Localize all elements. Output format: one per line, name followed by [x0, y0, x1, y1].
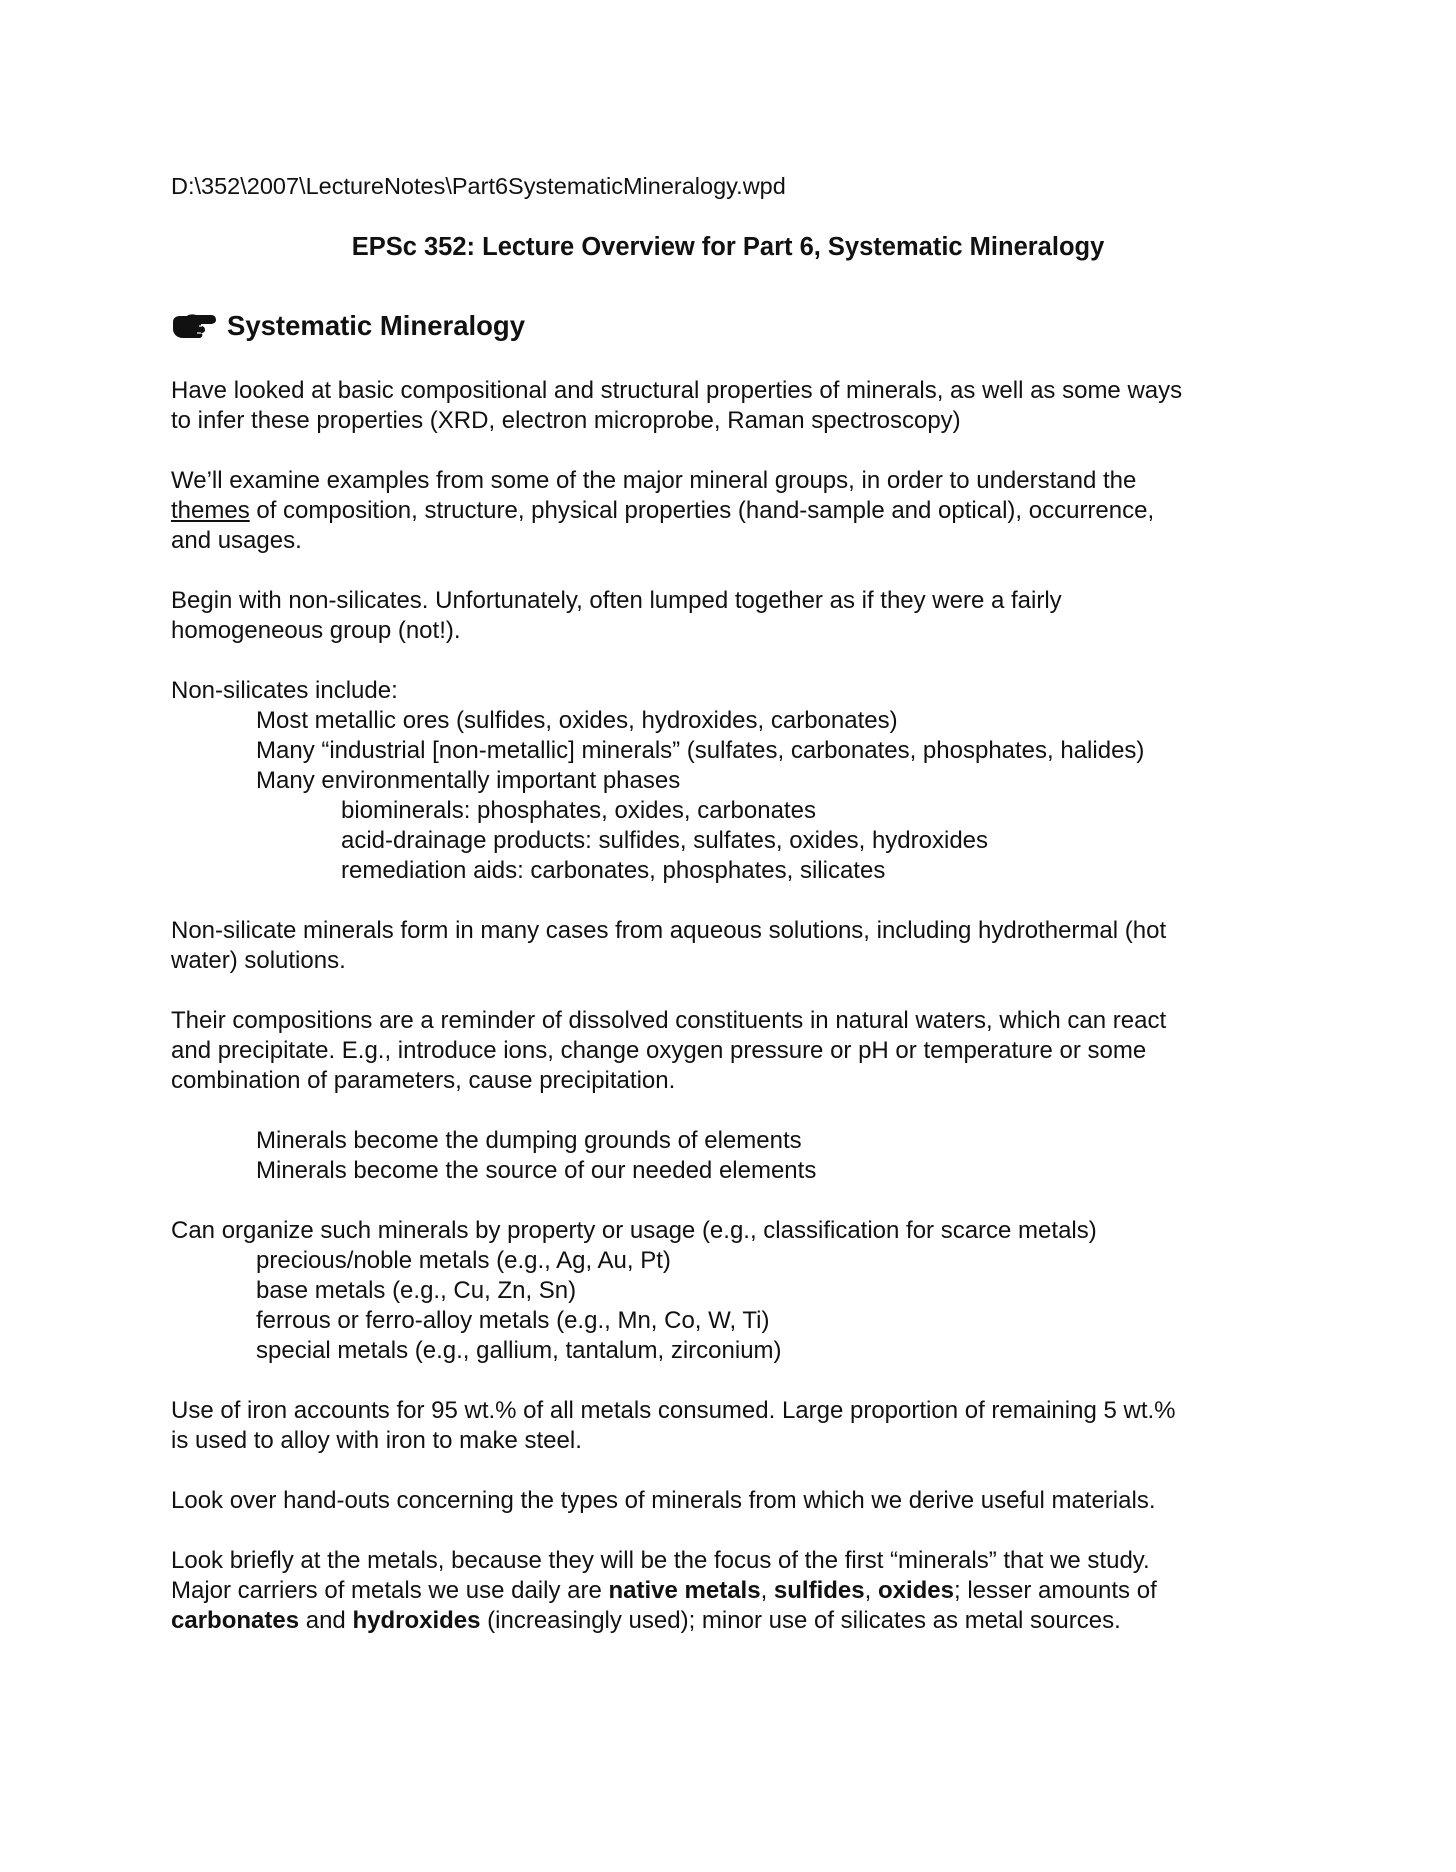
text-line: Have looked at basic compositional and structural properties of minerals, as well as some ways	[171, 377, 1183, 404]
pointing-hand-icon	[171, 312, 217, 340]
text-line: We’ll examine examples from some of the major mineral groups, in order to understand the	[171, 467, 1137, 494]
text-span: (increasingly used); minor use of silicates as metal sources.	[480, 1607, 1121, 1634]
text-line: Use of iron accounts for 95 wt.% of all metals consumed. Large proportion of remaining 5 wt.%	[171, 1397, 1176, 1424]
list-organize-minerals	[171, 1216, 1291, 1366]
list-non-silicates-include	[171, 676, 1291, 886]
text-span: ; lesser amounts of	[953, 1577, 1157, 1604]
document-body	[171, 376, 1291, 1666]
text-line	[171, 1606, 1291, 1636]
list-item: precious/noble metals (e.g., Ag, Au, Pt)	[256, 1247, 671, 1274]
paragraph-compositions	[171, 1006, 1291, 1096]
text-line: Begin with non-silicates. Unfortunately, often lumped together as if they were a fairly	[171, 587, 1062, 614]
text-span: ,	[864, 1577, 878, 1604]
list-heading: Can organize such minerals by property or usage (e.g., classification for scarce metals)	[171, 1217, 1097, 1244]
text-line: water) solutions.	[171, 947, 346, 974]
list-subitem: acid-drainage products: sulfides, sulfates, oxides, hydroxides	[341, 827, 989, 854]
paragraph-dumping-grounds	[171, 1126, 1291, 1186]
paragraph-aqueous-solutions	[171, 916, 1291, 976]
bold-term-native-metals: native metals	[608, 1577, 761, 1604]
text-line: Look briefly at the metals, because they will be the focus of the first “minerals” that we study.	[171, 1547, 1150, 1574]
text-span: Major carriers of metals we use daily are	[171, 1577, 609, 1604]
section-heading	[171, 306, 525, 346]
list-subitem: remediation aids: carbonates, phosphates, silicates	[341, 857, 886, 884]
paragraph-hand-outs	[171, 1486, 1291, 1516]
text-line: to infer these properties (XRD, electron microprobe, Raman spectroscopy)	[171, 407, 961, 434]
paragraph-metals	[171, 1546, 1291, 1636]
text-line: Their compositions are a reminder of dissolved constituents in natural waters, which can react	[171, 1007, 1167, 1034]
bold-term-oxides: oxides	[877, 1577, 954, 1604]
paragraph-mineral-groups	[171, 466, 1291, 556]
text-line	[171, 496, 1291, 526]
bold-term-sulfides: sulfides	[773, 1577, 865, 1604]
text-line: Minerals become the source of our needed elements	[256, 1157, 817, 1184]
list-item: Many “industrial [non-metallic] minerals” (sulfates, carbonates, phosphates, halides)	[256, 737, 1145, 764]
text-line: and usages.	[171, 527, 302, 554]
bold-term-carbonates: carbonates	[171, 1607, 300, 1634]
underlined-word-themes: themes	[171, 497, 250, 524]
text-line: combination of parameters, cause precipitation.	[171, 1067, 676, 1094]
list-item: special metals (e.g., gallium, tantalum, zirconium)	[256, 1337, 782, 1364]
text-line: is used to alloy with iron to make steel.	[171, 1427, 582, 1454]
text-line	[171, 1576, 1291, 1606]
list-item: base metals (e.g., Cu, Zn, Sn)	[256, 1277, 577, 1304]
list-item: ferrous or ferro-alloy metals (e.g., Mn, Co, W, Ti)	[256, 1307, 770, 1334]
text-line: and precipitate. E.g., introduce ions, change oxygen pressure or pH or temperature or some	[171, 1037, 1147, 1064]
paragraph-iron-usage	[171, 1396, 1291, 1456]
text-span: ,	[760, 1577, 774, 1604]
list-item: Many environmentally important phases	[256, 767, 681, 794]
text-line: homogeneous group (not!).	[171, 617, 461, 644]
page-title: EPSc 352: Lecture Overview for Part 6, Systematic Mineralogy	[351, 233, 1105, 261]
list-subitem: biominerals: phosphates, oxides, carbonates	[341, 797, 816, 824]
list-item: Most metallic ores (sulfides, oxides, hydroxides, carbonates)	[256, 707, 898, 734]
text-line: Non-silicate minerals form in many cases from aqueous solutions, including hydrothermal (hot	[171, 917, 1167, 944]
bold-term-hydroxides: hydroxides	[352, 1607, 481, 1634]
list-heading: Non-silicates include:	[171, 677, 398, 704]
text-line: Look over hand-outs concerning the types of minerals from which we derive useful materials.	[171, 1487, 1156, 1514]
text-span: of composition, structure, physical properties (hand-sample and optical), occurrence,	[249, 497, 1155, 524]
section-heading-text: Systematic Mineralogy	[227, 310, 526, 341]
file-path: D:\352\2007\LectureNotes\Part6SystematicMineralogy.wpd	[171, 173, 786, 199]
text-line: Minerals become the dumping grounds of elements	[256, 1127, 802, 1154]
paragraph-non-silicates-intro	[171, 586, 1291, 646]
paragraph-basic-properties	[171, 376, 1291, 436]
text-span: and	[299, 1607, 353, 1634]
